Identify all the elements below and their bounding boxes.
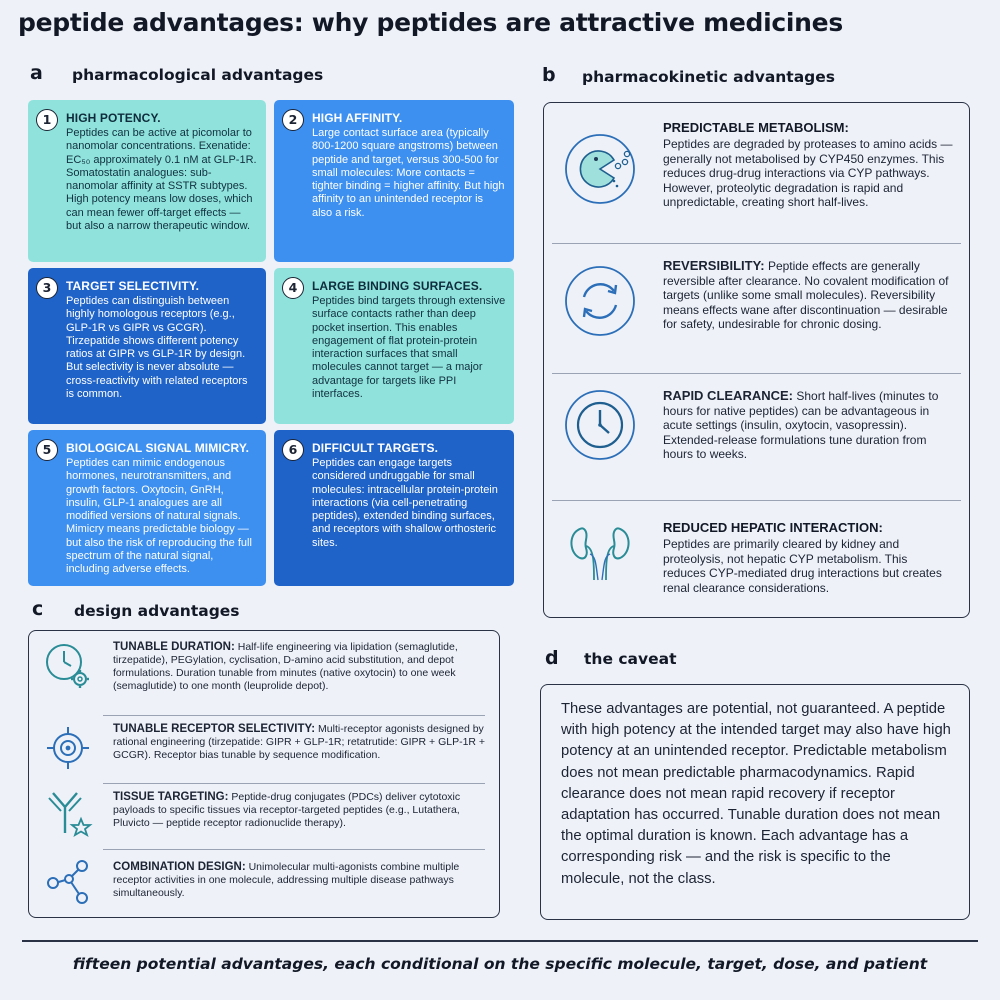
divider (103, 783, 485, 784)
pk-text: Peptides are degraded by proteases to amino acids — generally not metabolised by CYP450 enzymes. This reduces drug-drug interactions via CYP pathways. However, proteolytic degradation is rapid and unpredictable, creating short half-lives. (663, 137, 953, 209)
card-title: LARGE BINDING SURFACES. (312, 279, 483, 293)
target-icon (43, 723, 93, 773)
pk-title: REVERSIBILITY: (663, 258, 765, 273)
section-c-letter: c (32, 598, 44, 620)
section-d-letter: d (545, 647, 559, 669)
circular-arrows-icon (564, 265, 636, 337)
design-item-tunable-receptor-selectivity (29, 717, 499, 783)
design-title: TUNABLE DURATION: (113, 641, 235, 653)
design-title: COMBINATION DESIGN: (113, 861, 246, 873)
card-text: Peptides can engage targets considered undruggable for small molecules: intracellular protein-protein interactions (via cell-penetrating peptides), extended binding surfaces, and receptors with shallow orthosteric sites. (312, 457, 498, 549)
card-large-binding-surfaces (274, 268, 514, 424)
pk-item-predictable-metabolism (544, 103, 969, 241)
pk-title: REDUCED HEPATIC INTERACTION: (663, 520, 883, 535)
clock-icon (564, 389, 636, 461)
card-target-selectivity (28, 268, 266, 424)
divider (103, 715, 485, 716)
design-item-tunable-duration (29, 631, 499, 715)
card-number: 3 (36, 277, 58, 299)
design-text-block (113, 861, 489, 900)
divider (552, 500, 961, 501)
pharmacokinetic-panel (543, 102, 970, 618)
divider (103, 849, 485, 850)
card-text: Large contact surface area (typically 800-1200 square angstroms) between peptide and target, versus 300-500 for small molecules: More contacts = tighter binding = higher affinity. But high affinity to an unintended receptor is also a risk. (312, 127, 505, 219)
pacman-enzyme-icon (564, 133, 636, 205)
molecule-icon (43, 857, 93, 907)
divider (552, 373, 961, 374)
pk-text-block (663, 259, 953, 332)
card-text: Peptides bind targets through extensive surface contacts rather than deep pocket insertion. This enables engagement of flat protein-protein interaction surfaces that small molecules cannot target — a major advantage for targets like PPI interfaces. (312, 295, 506, 401)
section-c-title: design advantages (74, 602, 240, 620)
design-text-block (113, 723, 489, 762)
pk-text-block (663, 389, 953, 462)
card-high-potency (28, 100, 266, 262)
design-text: Unimolecular multi-agonists combine multiple receptor activities in one molecule, addressing multiple disease pathways simultaneously. (113, 861, 460, 899)
pk-item-reversibility (544, 245, 969, 373)
pk-item-reduced-hepatic-interaction (544, 502, 969, 617)
divider (552, 243, 961, 244)
caveat-text: These advantages are potential, not guaranteed. A peptide with high potency at the intended target may also have high potency at an unintended receptor. Predictable metabolism does not mean predictable pharmacodynamics. Rapid clearance does not mean rapid recovery if receptor adaptation has occurred. Tunable duration does not mean the optimal duration is known. Each advantage has a corresponding risk — and the risk is specific to the molecule, not the class. (561, 701, 951, 887)
card-high-affinity (274, 100, 514, 262)
pk-text: Peptides are primarily cleared by kidney and proteolysis, not hepatic CYP metabolism. This reduces CYP-mediated drug interactions but creates renal clearance considerations. (663, 537, 942, 595)
section-a-letter: a (30, 62, 43, 84)
design-text-block (113, 791, 489, 830)
design-text: Multi-receptor agonists designed by rational engineering (tirzepatide: GIPR + GLP-1R; retatrutide: GIPR + GLP-1R + GCGR). Receptor bias tunable by sequence modification. (113, 723, 486, 761)
card-biological-signal-mimicry (28, 430, 266, 586)
card-text: Peptides can mimic endogenous hormones, neurotransmitters, and growth factors. Oxytocin, GnRH, insulin, GLP-1 analogues are all modified versions of natural signals. Mimicry means predictable biology — but also the risk of reproducing the full spectrum of the natural signal, including adverse effects. (66, 457, 252, 576)
card-number: 1 (36, 109, 58, 131)
antibody-star-icon (43, 789, 93, 839)
card-number: 2 (282, 109, 304, 131)
card-title: BIOLOGICAL SIGNAL MIMICRY. (66, 441, 250, 455)
card-title: HIGH POTENCY. (66, 111, 161, 125)
design-item-tissue-targeting (29, 785, 499, 849)
pk-title: PREDICTABLE METABOLISM: (663, 120, 849, 135)
card-number: 5 (36, 439, 58, 461)
section-d-title: the caveat (584, 650, 677, 668)
design-text-block (113, 641, 489, 693)
card-title: DIFFICULT TARGETS. (312, 441, 439, 455)
pk-text: Peptide effects are generally reversible after clearance. No covalent modification of targets (unlike some small molecules). Reversibility means effects wane after discontinuation — desirable for safety, undesirable for chronic dosing. (663, 259, 949, 331)
caveat-panel (540, 684, 970, 920)
page-title: peptide advantages: why peptides are attractive medicines (18, 8, 843, 37)
footer-caption: fifteen potential advantages, each conditional on the specific molecule, target, dose, and patient (72, 955, 928, 973)
pk-item-rapid-clearance (544, 375, 969, 495)
card-difficult-targets (274, 430, 514, 586)
kidneys-icon (564, 514, 636, 586)
design-advantages-panel (28, 630, 500, 918)
design-text: Half-life engineering via lipidation (semaglutide, tirzepatide), PEGylation, cyclisation, D-amino acid substitution, and depot formulations. Duration tunable from minutes (native oxytocin) to one week (semaglutide) to one month (leuprolide depot). (113, 641, 458, 692)
card-title: TARGET SELECTIVITY. (66, 279, 200, 293)
pk-text: Short half-lives (minutes to hours for native peptides) can be advantageous in acute settings (insulin, oxytocin, vasopressin). Extended-release formulations tune duration from hours to weeks. (663, 389, 939, 461)
clock-gear-icon (43, 641, 93, 691)
design-item-combination-design (29, 851, 499, 915)
design-title: TISSUE TARGETING: (113, 791, 229, 803)
footer-divider (22, 940, 978, 942)
design-text: Peptide-drug conjugates (PDCs) deliver cytotoxic payloads to specific tissues via receptor-targeted peptides (e.g., Lutathera, Pluvicto — peptide receptor radionuclide therapy). (113, 791, 461, 829)
section-b-letter: b (542, 64, 556, 86)
card-text: Peptides can distinguish between highly homologous receptors (e.g., GLP-1R vs GIPR vs GCGR). Tirzepatide shows different potency ratios at GIPR vs GLP-1R by design. But selectivity is never absolute — cross-reactivity with related receptors is common. (66, 295, 248, 401)
section-b-title: pharmacokinetic advantages (582, 68, 836, 86)
card-number: 6 (282, 439, 304, 461)
card-text: Peptides can be active at picomolar to nanomolar concentrations. Exenatide: EC₅₀ approximately 0.1 nM at GLP-1R. Somatostatin analogues: sub-nanomolar affinity at SSTR subtypes. High potency means low doses, which can mean fewer off-target effects — but also a narrow therapeutic window. (66, 127, 257, 233)
design-title: TUNABLE RECEPTOR SELECTIVITY: (113, 723, 316, 735)
card-title: HIGH AFFINITY. (312, 111, 403, 125)
pk-title: RAPID CLEARANCE: (663, 388, 793, 403)
card-number: 4 (282, 277, 304, 299)
section-a-title: pharmacological advantages (72, 66, 324, 84)
